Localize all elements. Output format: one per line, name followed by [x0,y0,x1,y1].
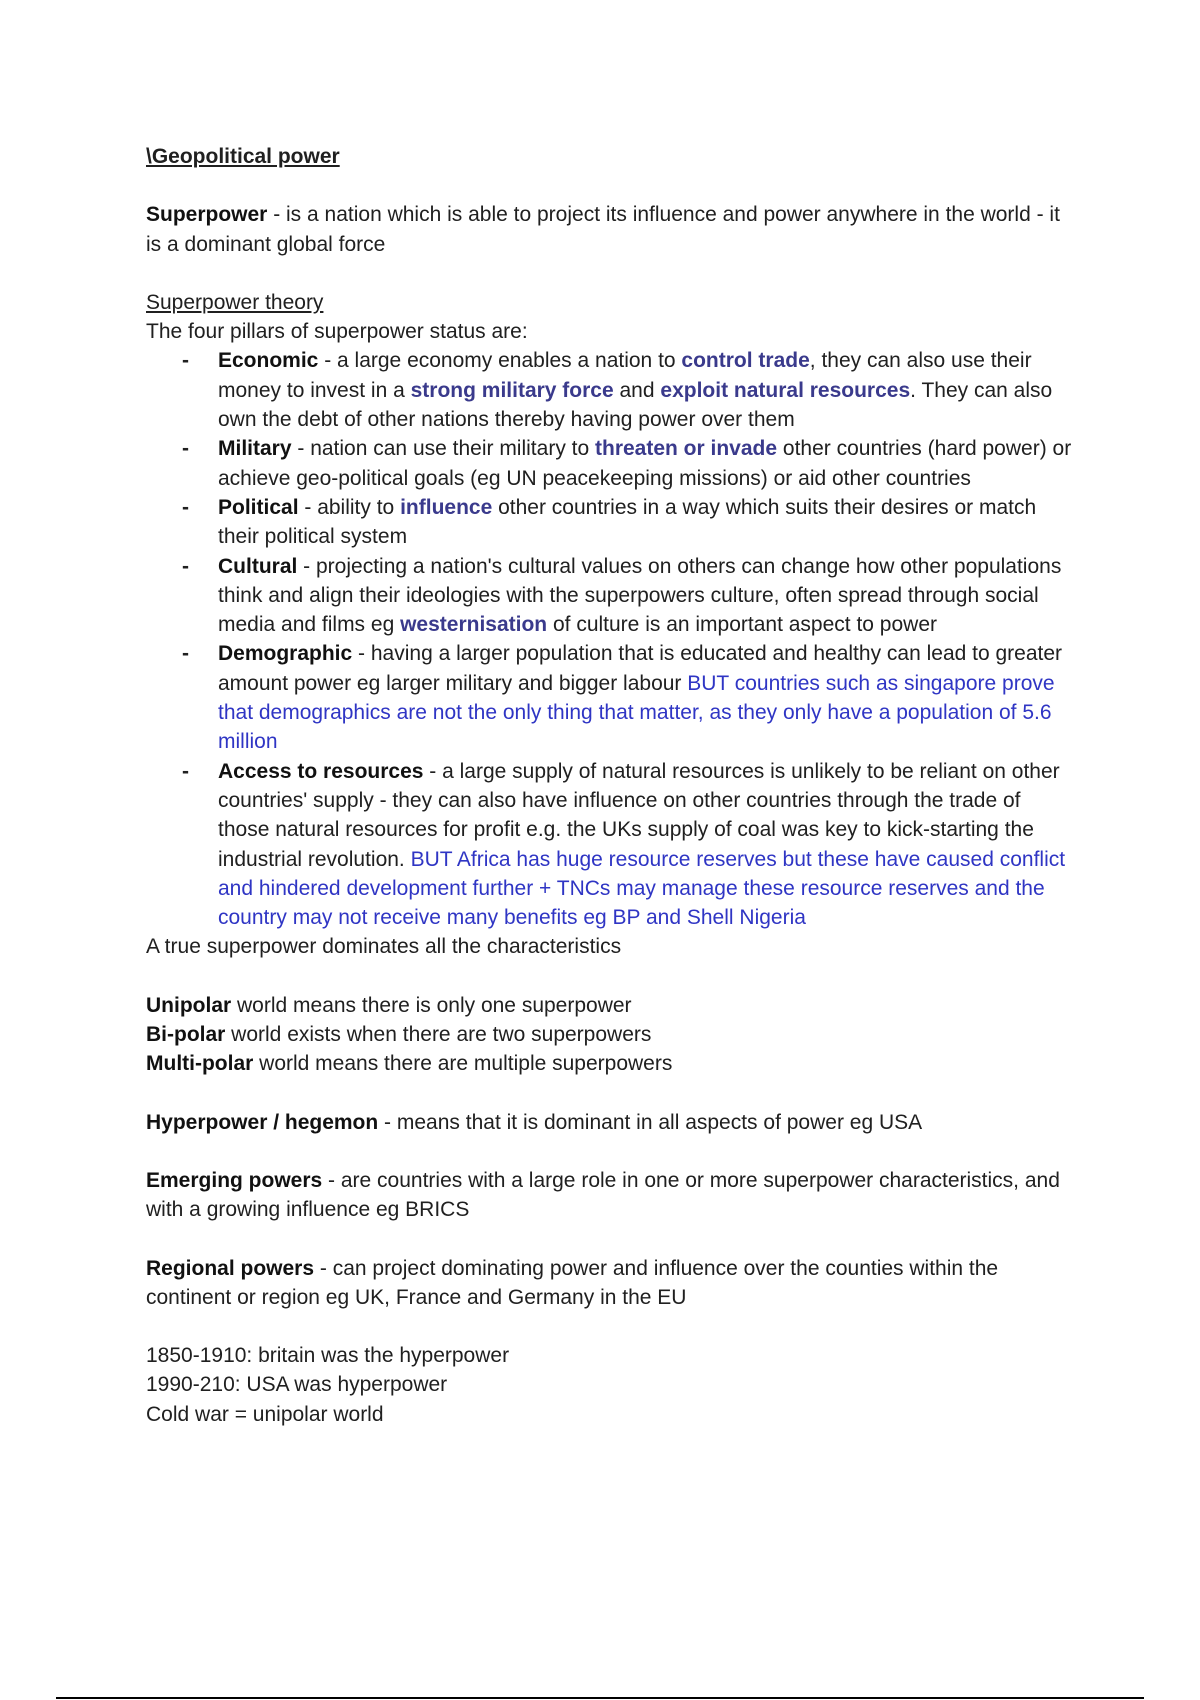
section-intro: The four pillars of superpower status are: [146,320,528,344]
history-line: 1990-210: USA was hyperpower [146,1373,448,1397]
page-bottom-rule [56,1697,1144,1699]
emerging-powers-definition: Emerging powers - are countries with a large role in one or more superpower characteristics, and with a growing influence eg BRICS [146,1168,1060,1222]
list-item-political: - Political - ability to influence other countries in a way which suits their desires or match their political system [218,493,1076,552]
history-line: 1850-1910: britain was the hyperpower [146,1344,510,1368]
list-item-military: - Military - nation can use their military to threaten or invade other countries (hard power) or achieve geo-political goals (eg UN peacekeeping missions) or aid other countries [218,434,1076,493]
bipolar-definition: Bi-polar world exists when there are two superpowers [146,1023,652,1047]
document-body [146,142,1076,1429]
list-item-economic: - Economic - a large economy enables a nation to control trade, they can also use their money to invest in a strong military force and exploit natural resources. They can also own the debt of other nations thereby having power over them [218,346,1076,434]
superpower-definition: Superpower - is a nation which is able to project its influence and power anywhere in the world - it is a dominant global force [146,203,1060,256]
multipolar-definition: Multi-polar world means there are multiple superpowers [146,1052,673,1076]
history-line: Cold war = unipolar world [146,1402,384,1426]
section-heading: Superpower theory [146,290,324,314]
true-superpower-note: A true superpower dominates all the characteristics [146,935,622,959]
list-item-resources: - Access to resources - a large supply of natural resources is unlikely to be reliant on other countries' supply - they can also have influence on other countries through the trade of those natural resources for profit e.g. the UKs supply of coal was key to kick-starting the industrial revolution. BUT Africa has huge resource reserves but these have caused conflict and hindered development further + TNCs may manage these resource reserves and the country may not receive many benefits eg BP and Shell Nigeria [218,757,1076,933]
term: Superpower [146,203,268,227]
regional-powers-definition: Regional powers - can project dominating power and influence over the counties within the continent or region eg UK, France and Germany in the EU [146,1256,999,1309]
list-item-demographic: - Demographic - having a larger population that is educated and healthy can lead to greater amount power eg larger military and bigger labour BUT countries such as singapore prove that demographics are not the only thing that matter, as they only have a population of 5.6 million [218,639,1076,756]
unipolar-definition: Unipolar world means there is only one superpower [146,993,632,1017]
list-item-cultural: - Cultural - projecting a nation's cultural values on others can change how other populations think and align their ideologies with the superpowers culture, often spread through social media and films eg westernisation of culture is an important aspect to power [218,552,1076,640]
hyperpower-definition: Hyperpower / hegemon - means that it is dominant in all aspects of power eg USA [146,1110,923,1134]
page-title: \Geopolitical power [146,145,340,168]
pillars-list [146,346,1076,932]
